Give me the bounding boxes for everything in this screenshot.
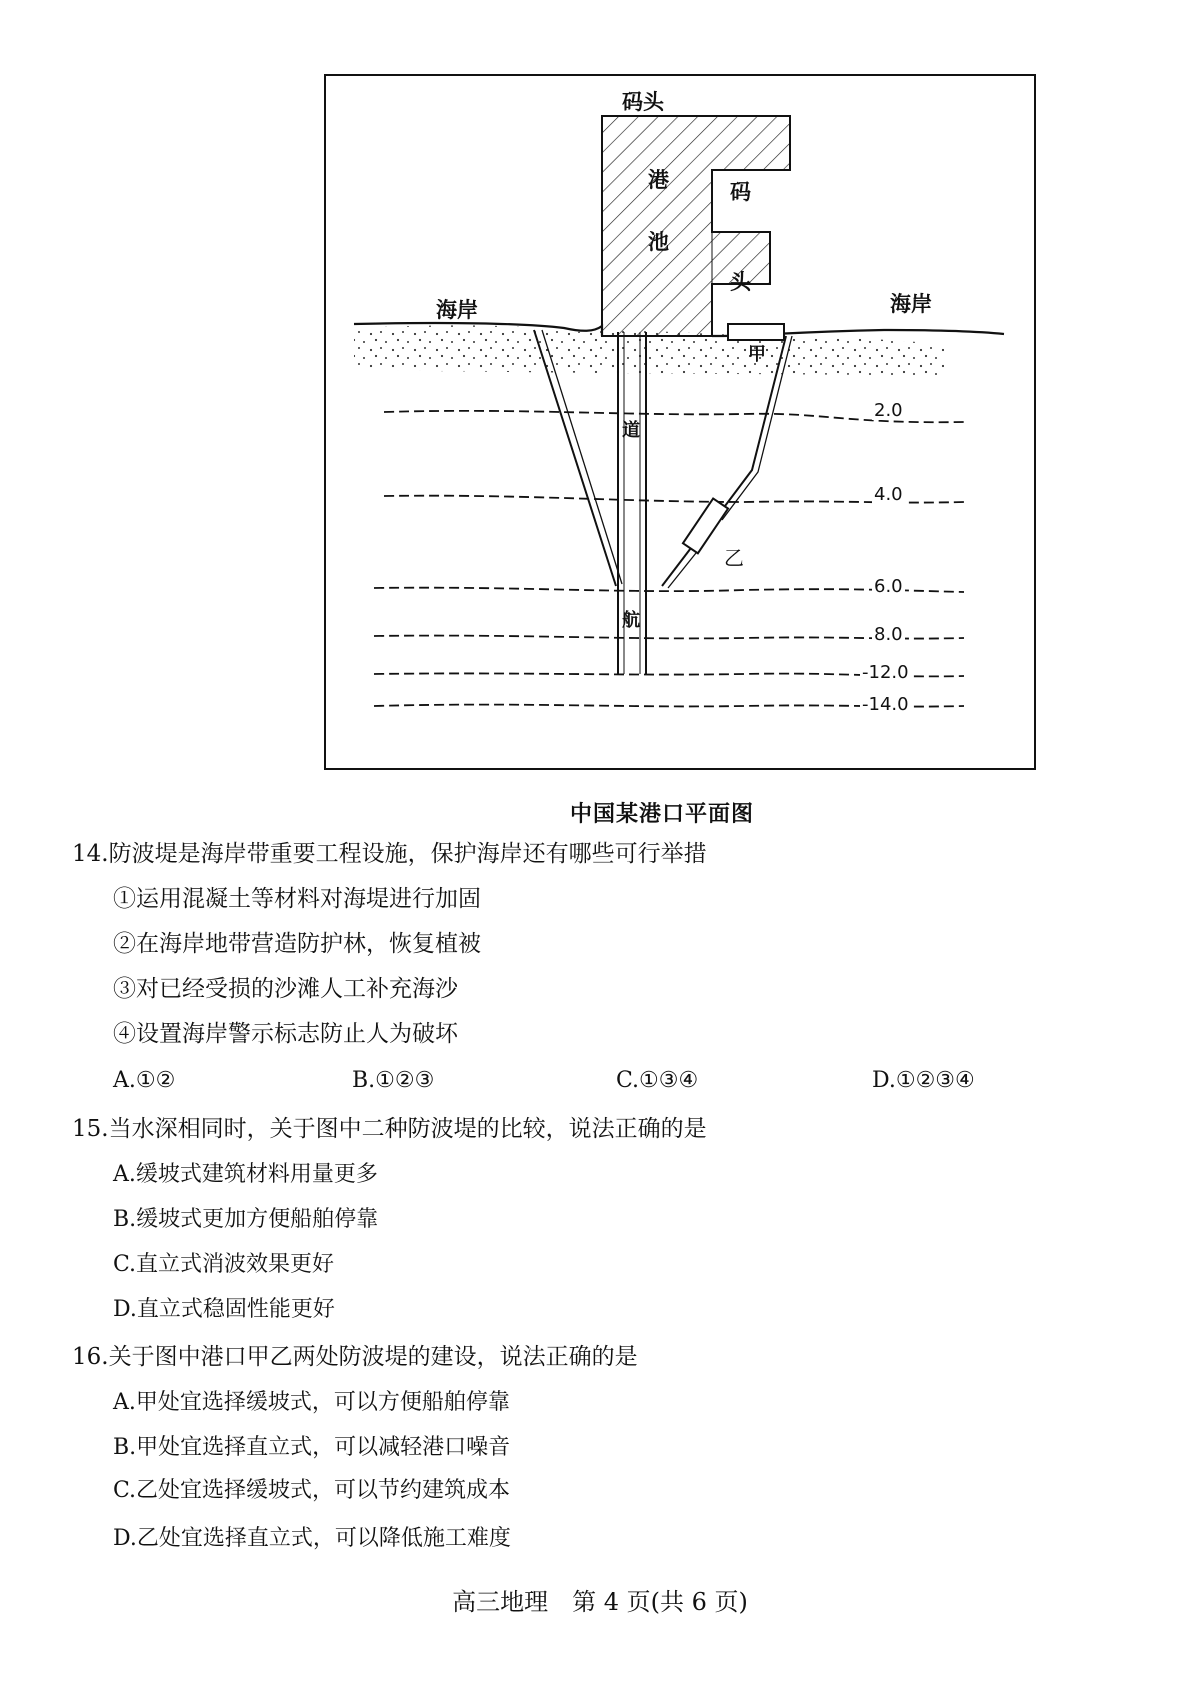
label-coast-right: 海岸 <box>890 292 932 316</box>
label-top-wharf: 码头 <box>622 90 664 114</box>
q15-stem: 15.当水深相同时，关于图中二种防波堤的比较，说法正确的是 <box>72 1116 707 1142</box>
depth-label-2: 2.0 <box>874 400 903 421</box>
q16-choice-a[interactable]: A.甲处宜选择缓坡式，可以方便船舶停靠 <box>113 1390 510 1415</box>
label-wharf-char2: 头 <box>730 270 751 294</box>
q14-choice-c[interactable]: C.①③④ <box>616 1068 699 1093</box>
q16-stem: 16.关于图中港口甲乙两处防波堤的建设，说法正确的是 <box>72 1344 638 1370</box>
label-channel-char1: 航 <box>622 610 640 631</box>
depth-label-14: -14.0 <box>862 694 909 715</box>
q15-choice-b[interactable]: B.缓坡式更加方便船舶停靠 <box>113 1207 379 1232</box>
q14-item-1: ①运用混凝土等材料对海堤进行加固 <box>113 886 481 912</box>
map-caption: 中国某港口平面图 <box>570 802 755 827</box>
q14-stem: 14.防波堤是海岸带重要工程设施，保护海岸还有哪些可行举措 <box>72 841 707 867</box>
q15-choice-c[interactable]: C.直立式消波效果更好 <box>113 1252 335 1277</box>
q14-item-4: ④设置海岸警示标志防止人为破坏 <box>113 1021 458 1047</box>
depth-label-8: 8.0 <box>874 624 903 645</box>
q16-choice-c[interactable]: C.乙处宜选择缓坡式，可以节约建筑成本 <box>113 1478 511 1503</box>
depth-label-6: 6.0 <box>874 576 903 597</box>
page-footer: 高三地理 第 4 页(共 6 页) <box>452 1588 748 1616</box>
q14-item-3: ③对已经受损的沙滩人工补充海沙 <box>113 976 458 1002</box>
depth-label-12: -12.0 <box>862 662 909 683</box>
q14-choice-a[interactable]: A.①② <box>113 1068 176 1093</box>
q15-choice-a[interactable]: A.缓坡式建筑材料用量更多 <box>113 1162 378 1187</box>
label-site-yi: 乙 <box>724 546 744 570</box>
port-map-drawing <box>324 74 1036 770</box>
port-map-figure <box>324 74 1036 770</box>
q16-choice-b[interactable]: B.甲处宜选择直立式，可以减轻港口噪音 <box>113 1435 511 1460</box>
q14-item-2: ②在海岸地带营造防护林，恢复植被 <box>113 931 481 957</box>
site-jia-marker <box>728 324 784 340</box>
label-basin-char1: 港 <box>648 168 669 192</box>
label-coast-left: 海岸 <box>436 298 478 322</box>
q16-choice-d[interactable]: D.乙处宜选择直立式，可以降低施工难度 <box>113 1526 511 1551</box>
q14-choice-b[interactable]: B.①②③ <box>352 1068 435 1093</box>
label-wharf-char1: 码 <box>730 180 751 204</box>
q14-choice-d[interactable]: D.①②③④ <box>872 1068 975 1093</box>
label-site-jia: 甲 <box>748 344 766 365</box>
q15-choice-d[interactable]: D.直立式稳固性能更好 <box>113 1297 335 1322</box>
depth-label-4: 4.0 <box>874 484 903 505</box>
label-basin-char2: 池 <box>648 230 669 254</box>
label-channel-char2: 道 <box>622 420 640 441</box>
